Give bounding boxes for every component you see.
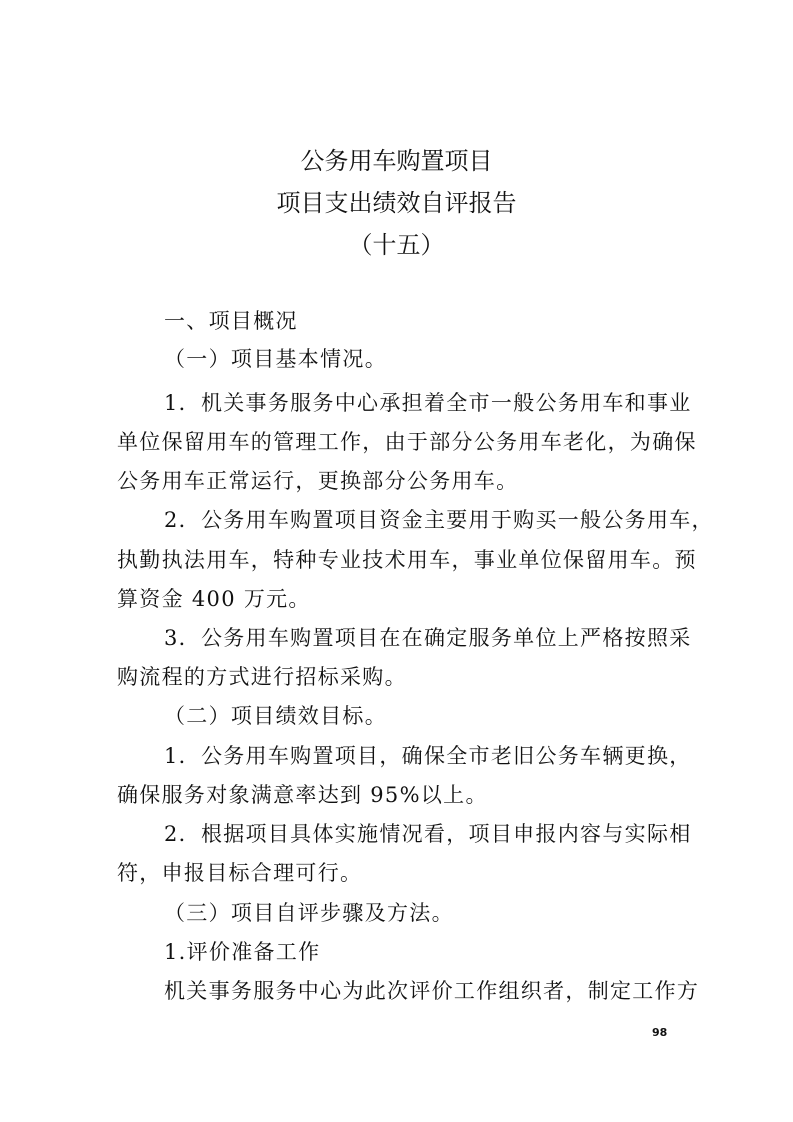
paragraph-line: 1．公务用车购置项目，确保全市老旧公务车辆更换， (164, 744, 692, 768)
paragraph-line: 机关事务服务中心为此次评价工作组织者，制定工作方 (164, 979, 700, 1003)
paragraph-line: 3．公务用车购置项目在在确定服务单位上严格按照采 (164, 626, 692, 650)
paragraph-line: 购流程的方式进行招标采购。 (117, 665, 407, 689)
subsection-heading: （一）项目基本情况。 (164, 347, 387, 371)
paragraph-line: 公务用车正常运行，更换部分公务用车。 (117, 469, 519, 493)
paragraph-line: 1．机关事务服务中心承担着全市一般公务用车和事业 (164, 391, 692, 415)
subsection-heading: （三）项目自评步骤及方法。 (164, 901, 454, 925)
paragraph-line: 2．根据项目具体实施情况看，项目申报内容与实际相 (164, 822, 692, 846)
paragraph-line: 2．公务用车购置项目资金主要用于购买一般公务用车， (164, 508, 714, 532)
subsection-heading: （二）项目绩效目标。 (164, 704, 387, 728)
section-heading: 一、项目概况 (164, 309, 298, 333)
paragraph-line: 算资金 400 万元。 (117, 587, 311, 611)
paragraph-line: 单位保留用车的管理工作，由于部分公务用车老化，为确保 (117, 430, 697, 454)
paragraph-line: 确保服务对象满意率达到 95%以上。 (117, 783, 488, 807)
title-line-2: 项目支出绩效自评报告 (276, 189, 517, 217)
title-line-3: （十五） (348, 231, 445, 259)
paragraph-line: 执勤执法用车，特种专业技术用车，事业单位保留用车。预 (117, 548, 697, 572)
title-line-1: 公务用车购置项目 (300, 147, 493, 175)
page-number: 98 (652, 1026, 668, 1039)
paragraph-line: 符，申报目标合理可行。 (117, 861, 363, 885)
paragraph-line: 1.评价准备工作 (164, 940, 321, 964)
